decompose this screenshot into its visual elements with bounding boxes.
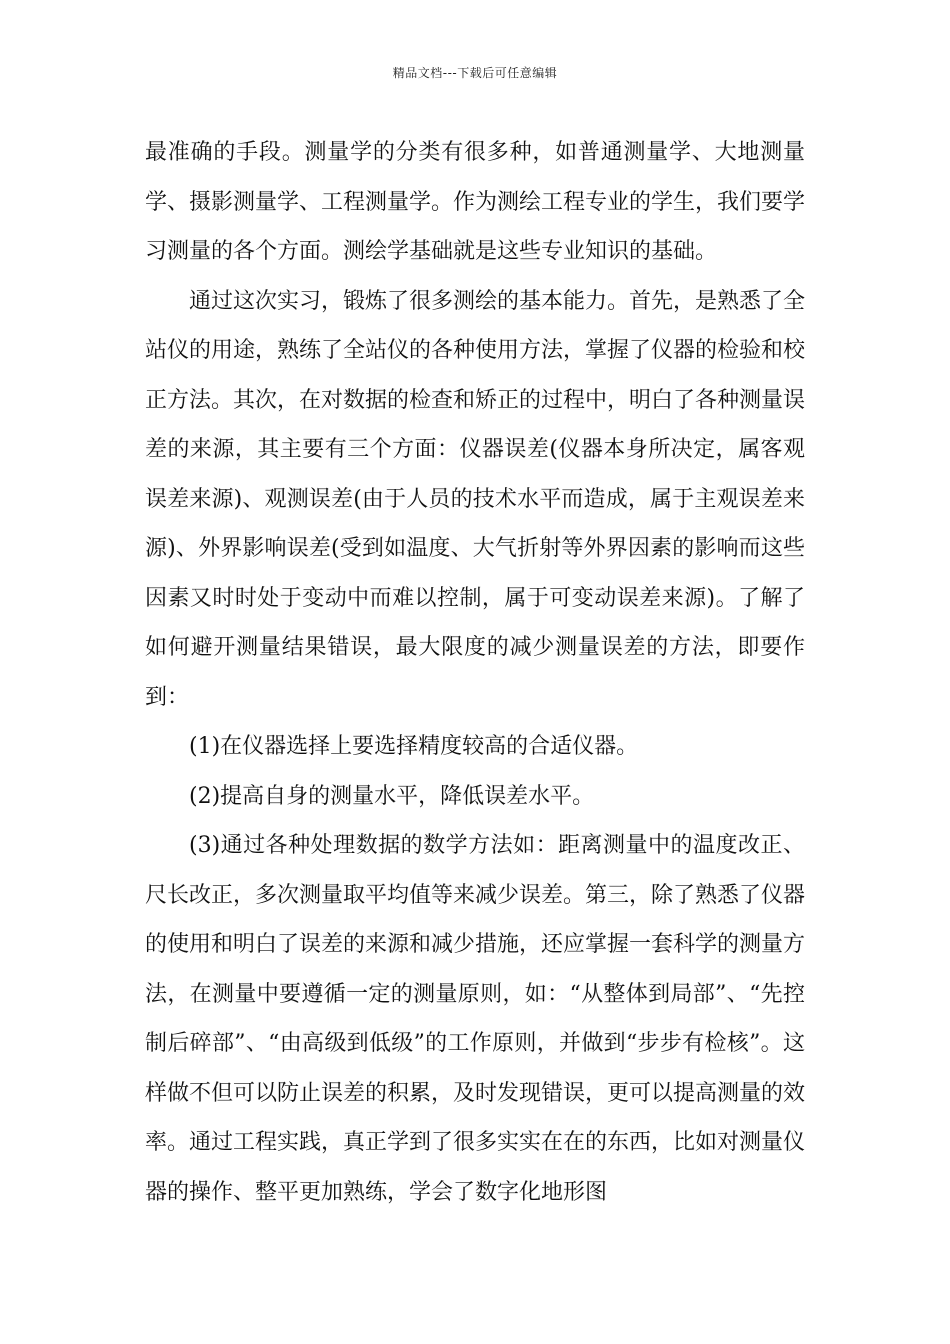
- paragraph-3: (1)在仪器选择上要选择精度较高的合适仪器。: [189, 734, 639, 759]
- paragraph-2: 通过这次实习，锻炼了很多测绘的基本能力。首先，是熟悉了全站仪的用途，熟练了全站仪的各种使用方法，掌握了仪器的检验和校正方法。其次，在对数据的检查和矫正的过程中，明白了各种测量误差的来源，其主要有三个方面：仪器误差(仪器本身所决定，属客观误差来源)、观测误差(由于人员的技术水平而造成，属于主观误差来源)、外界影响误差(受到如温度、大气折射等外界因素的影响而这些因素又时时处于变动中而难以控制，属于可变动误差来源)。了解了如何避开测量结果错误，最大限度的减少测量误差的方法，即要作到：: [145, 288, 806, 710]
- page-header: 精品文档---下载后可任意编辑: [392, 66, 558, 80]
- paragraph-5: (3)通过各种处理数据的数学方法如：距离测量中的温度改正、尺长改正，多次测量取平均值等来减少误差。第三，除了熟悉了仪器的使用和明白了误差的来源和减少措施，还应掌握一套科学的测量方法，在测量中要遵循一定的测量原则，如：“从整体到局部”、“先控制后碎部”、“由高级到低级”的工作原则，并做到“步步有检核”。这样做不但可以防止误差的积累，及时发现错误，更可以提高测量的效率。通过工程实践，真正学到了很多实实在在的东西，比如对测量仪器的操作、整平更加熟练，学会了数字化地形图: [145, 833, 806, 1205]
- paragraph-1: 最准确的手段。测量学的分类有很多种，如普通测量学、大地测量学、摄影测量学、工程测量学。作为测绘工程专业的学生，我们要学习测量的各个方面。测绘学基础就是这些专业知识的基础。: [145, 140, 806, 264]
- paragraph-4: (2)提高自身的测量水平，降低误差水平。: [189, 783, 595, 809]
- body-text: [145, 128, 805, 1217]
